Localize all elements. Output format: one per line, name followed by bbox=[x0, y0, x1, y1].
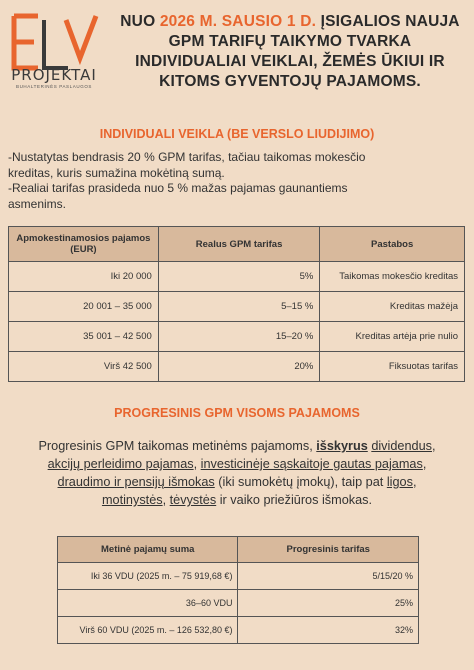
section-title-progressive-tax: PROGRESINIS GPM VISOMS PAJAMOMS bbox=[114, 406, 360, 420]
logo-subtitle: BUHALTERINĖS PASLAUGOS bbox=[15, 84, 93, 89]
table-row bbox=[58, 590, 419, 617]
table-cell: 5–15 % bbox=[158, 292, 320, 322]
column-header-income: Apmokestinamosios pajamos (EUR) bbox=[9, 227, 159, 262]
table-cell: 5% bbox=[158, 262, 320, 292]
underlined-term: tėvystės bbox=[169, 493, 217, 507]
table-cell: 20% bbox=[158, 352, 320, 382]
headline-line-1: NUO 2026 M. SAUSIO 1 D. ĮSIGALIOS NAUJA bbox=[120, 13, 460, 30]
logo-name: PROJEKTAI bbox=[11, 66, 97, 84]
table-cell: Kreditas mažėja bbox=[320, 292, 465, 322]
table-row bbox=[58, 563, 419, 590]
column-header-notes: Pastabos bbox=[320, 227, 465, 262]
table-cell: Fiksuotas tarifas bbox=[320, 352, 465, 382]
underlined-term: dividendus bbox=[371, 439, 432, 453]
table-cell: 36–60 VDU bbox=[58, 590, 238, 617]
section-title-individual-activity: INDIVIDUALI VEIKLA (BE VERSLO LIUDIJIMO) bbox=[99, 127, 375, 141]
table-header-row bbox=[58, 537, 419, 563]
table-cell: 5/15/20 % bbox=[238, 563, 419, 590]
underlined-term: investicinėje sąskaitoje gautas pajamas bbox=[200, 457, 423, 471]
column-header-rate: Realus GPM tarifas bbox=[158, 227, 320, 262]
description-line: -Realiai tarifas prasideda nuo 5 % mažas pajamas gaunantiems bbox=[8, 181, 348, 195]
column-header-annual-income: Metinė pajamų suma bbox=[58, 537, 238, 563]
individual-activity-table bbox=[8, 226, 465, 382]
progressive-tax-description: Progresinis GPM taikomas metinėms pajamoms, išskyrus dividendus, akcijų perleidimo pajamas, investicinėje sąskaitoje gautas pajamas, draudimo ir pensijų išmokas (iki sumokėtų įmokų), taip pat ligos, motinystės, tėvystės ir vaiko priežiūros išmokas. bbox=[38, 439, 436, 507]
underlined-term: akcijų perleidimo pajamas bbox=[47, 457, 194, 471]
table-cell: Virš 42 500 bbox=[9, 352, 159, 382]
table-row bbox=[58, 617, 419, 644]
underlined-term: motinystės bbox=[101, 493, 163, 507]
header bbox=[0, 0, 474, 110]
description-line: kreditas, kuris sumažina mokėtiną sumą. bbox=[8, 165, 225, 180]
progressive-tax-table bbox=[57, 536, 419, 644]
individual-activity-description bbox=[8, 150, 468, 212]
description-line: -Nustatytas bendrasis 20 % GPM tarifas, tačiau taikomas mokesčio bbox=[8, 150, 366, 164]
table-cell: Iki 36 VDU (2025 m. – 75 919,68 €) bbox=[58, 563, 238, 590]
column-header-progressive-rate: Progresinis tarifas bbox=[238, 537, 419, 563]
table-row bbox=[9, 322, 465, 352]
headline-line-2: GPM TARIFŲ TAIKYMO TVARKA bbox=[168, 33, 412, 50]
table-cell: 20 001 – 35 000 bbox=[9, 292, 159, 322]
table-cell: Virš 60 VDU (2025 m. – 126 532,80 €) bbox=[58, 617, 238, 644]
table-header-row bbox=[9, 227, 465, 262]
headline-line-4: KITOMS GYVENTOJŲ PAJAMOMS. bbox=[159, 73, 421, 90]
table-row bbox=[9, 352, 465, 382]
table-cell: Kreditas artėja prie nulio bbox=[320, 322, 465, 352]
table-cell: 35 001 – 42 500 bbox=[9, 322, 159, 352]
description-line: asmenims. bbox=[8, 196, 67, 211]
table-cell: Taikomas mokesčio kreditas bbox=[320, 262, 465, 292]
emphasis-except: išskyrus bbox=[316, 439, 368, 453]
headline bbox=[112, 12, 468, 92]
table-row bbox=[9, 262, 465, 292]
underlined-term: draudimo ir pensijų išmokas bbox=[57, 475, 215, 489]
table-cell: Iki 20 000 bbox=[9, 262, 159, 292]
table-cell: 15–20 % bbox=[158, 322, 320, 352]
table-cell: 25% bbox=[238, 590, 419, 617]
table-cell: 32% bbox=[238, 617, 419, 644]
underlined-term: ligos bbox=[386, 475, 413, 489]
headline-date: 2026 M. SAUSIO 1 D. bbox=[159, 13, 317, 30]
table-row bbox=[9, 292, 465, 322]
headline-line-3: INDIVIDUALIAI VEIKLAI, ŽEMĖS ŪKIUI IR bbox=[135, 53, 445, 70]
